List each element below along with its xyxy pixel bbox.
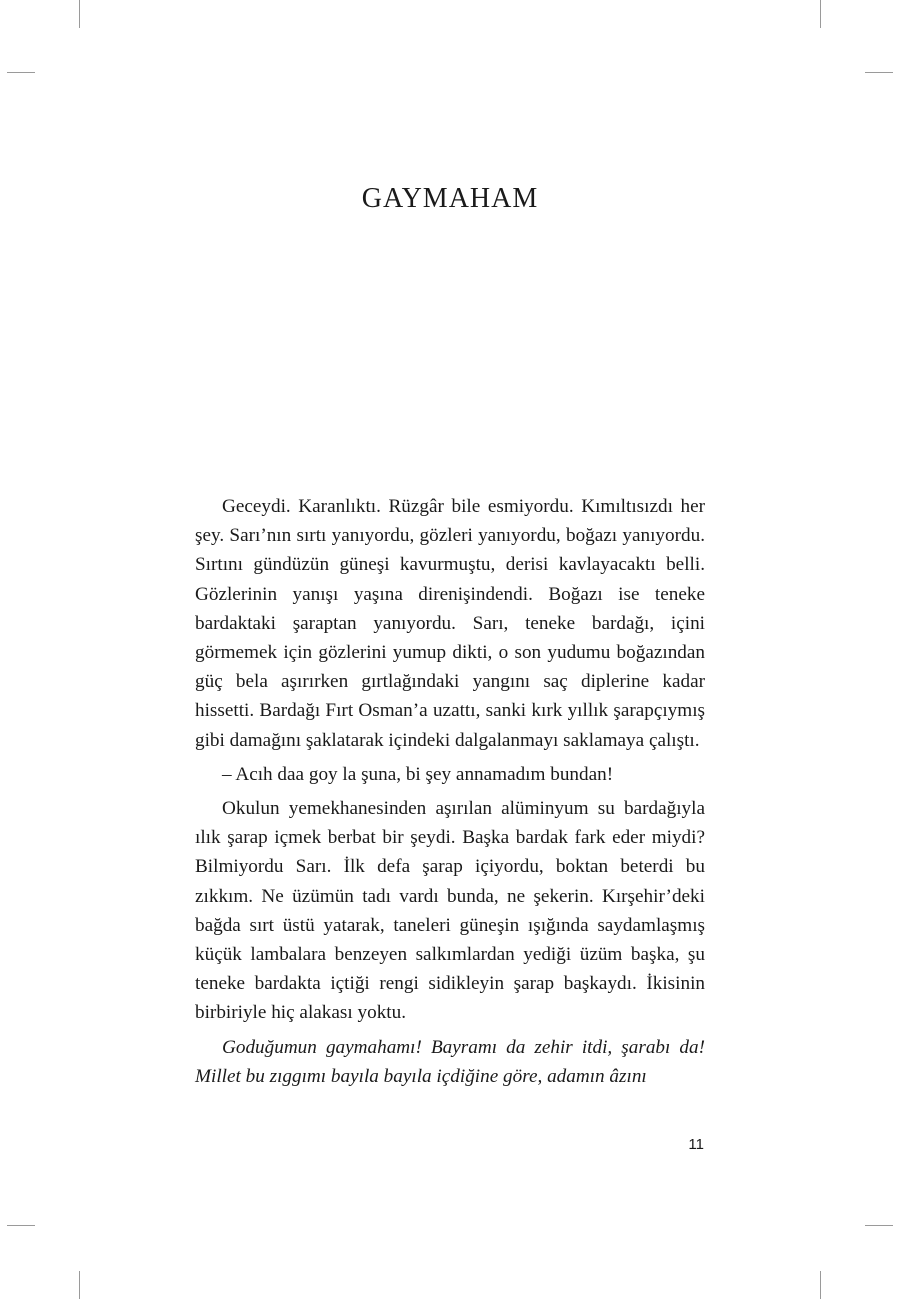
chapter-title: GAYMAHAM (361, 183, 539, 214)
crop-mark-left-lower (7, 1225, 35, 1226)
crop-mark-top-left (79, 0, 80, 28)
body-text (195, 492, 705, 1091)
crop-mark-bottom-right (820, 1271, 821, 1299)
crop-mark-right-lower (865, 1225, 893, 1226)
crop-mark-bottom-left (79, 1271, 80, 1299)
page-number: 11 (688, 1136, 704, 1153)
paragraph-3-italic: Goduğumun gaymahamı! Bayramı da zehir itdi, şarabı da! Millet bu zıggımı bayıla bayıla içdiğine göre, adamın âzını (195, 1036, 705, 1087)
paragraph-2: Okulun yemekhanesinden aşırılan alüminyum su bardağıyla ılık şarap içmek berbat bir şeydi. Başka bardak fark eder miydi? Bilmiyordu Sarı. İlk defa şarap içiyordu, boktan beterdi bu zıkkım. Ne üzümün tadı vardı bunda, ne şekerin. Kırşehir’deki bağda sırt üstü yatarak, taneleri güneşin ışığında saydamlaşmış küçük lambalara benzeyen salkımlardan yediği üzüm başka, şu teneke bardakta içtiği rengi sidikleyin şarap başkaydı. İkisinin birbiriyle hiç alakası yoktu. (195, 798, 705, 1024)
crop-mark-left-upper (7, 72, 35, 73)
crop-mark-right-upper (865, 72, 893, 73)
dialogue-line: – Acıh daa goy la şuna, bi şey annamadım bundan! (222, 763, 614, 785)
paragraph-1: Geceydi. Karanlıktı. Rüzgâr bile esmiyordu. Kımıltısızdı her şey. Sarı’nın sırtı yanıyordu, gözleri yanıyordu, boğazı yanıyordu. Sırtını gündüzün güneşi kavurmuştu, derisi kavlayacaktı belli. Gözlerinin yanışı yaşına direnişindendi. Boğazı ise teneke bardaktaki şaraptan yanıyordu. Sarı, teneke bardağı, içini görmemek için gözlerini yumup dikti, o son yudumu boğazından güç bela aşırırken gırtlağındaki yangını saç diplerine kadar hissetti. Bardağı Fırt Osman’a uzattı, sanki kırk yıllık şarapçıymış gibi damağını şaklatarak içindeki dalgalanmayı saklamaya çalıştı. (195, 496, 705, 751)
crop-mark-top-right (820, 0, 821, 28)
